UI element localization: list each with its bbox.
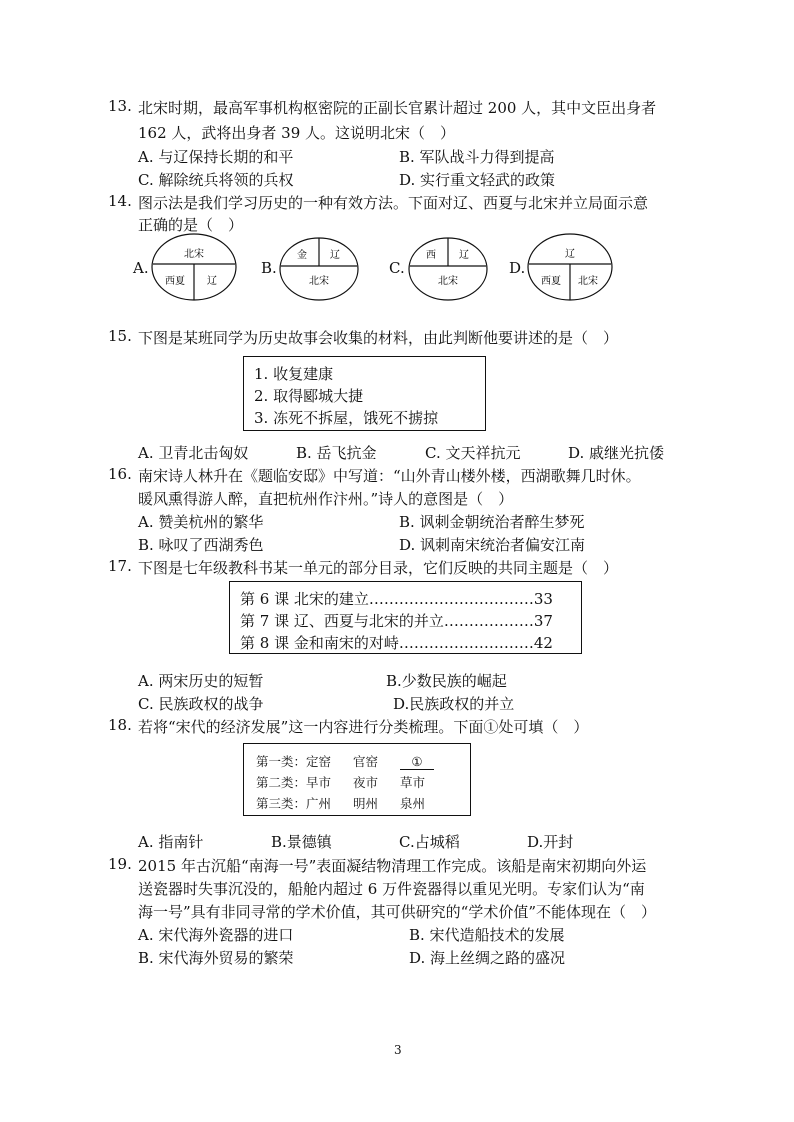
q17-toc-box — [229, 581, 582, 654]
q14-option-b-label[interactable]: B. — [261, 259, 277, 277]
q18-blank-1[interactable]: ① — [400, 754, 434, 770]
q14-option-d-label[interactable]: D. — [509, 259, 526, 277]
q15-option-c[interactable]: C. 文天祥抗元 — [425, 444, 521, 462]
q18-row2-b: 草市 — [399, 775, 425, 790]
q14-diagram-d[interactable] — [526, 232, 614, 302]
q14-diagram-b[interactable] — [278, 236, 360, 302]
q19-option-a[interactable]: A. 宋代海外瓷器的进口 — [138, 926, 294, 944]
q18-row-3 — [256, 794, 425, 812]
q18-number: 18. — [108, 716, 132, 734]
q14-a-left: 西夏 — [165, 276, 185, 287]
q18-row-1 — [256, 752, 434, 770]
q14-b-right: 辽 — [330, 250, 340, 261]
q17-toc-page-3: 42 — [533, 634, 553, 652]
q18-option-b[interactable]: B.景德镇 — [271, 833, 332, 851]
q19-option-c[interactable]: B. 宋代海外贸易的繁荣 — [138, 949, 294, 967]
q17-toc-text-1: 第 6 课 北宋的建立…………………………… — [240, 590, 534, 608]
q14-d-right: 北宋 — [578, 276, 598, 287]
q14-diagram-a[interactable] — [150, 232, 238, 302]
q15-number: 15. — [108, 327, 132, 345]
q15-option-d[interactable]: D. 戚继光抗倭 — [568, 444, 665, 462]
q14-diagram-c[interactable] — [407, 236, 489, 302]
q18-stem: 若将“宋代的经济发展”这一内容进行分类梳理。下面①处可填（ ） — [138, 718, 589, 736]
q14-option-c-label[interactable]: C. — [389, 259, 405, 277]
q16-option-b-second[interactable]: B. 咏叹了西湖秀色 — [138, 536, 264, 554]
q18-row1-label: 第一类：定窑 — [256, 754, 332, 769]
q14-a-right: 辽 — [207, 276, 217, 287]
q17-toc-page-2: 37 — [533, 612, 553, 630]
q18-row3-b: 泉州 — [399, 796, 425, 811]
q13-option-d[interactable]: D. 实行重文轻武的政策 — [399, 171, 556, 189]
q14-stem-line1: 图示法是我们学习历史的一种有效方法。下面对辽、西夏与北宋并立局面示意 — [138, 194, 649, 212]
q19-number: 19. — [108, 855, 132, 873]
q14-a-top: 北宋 — [184, 249, 204, 260]
q16-option-b-first[interactable]: B. 讽刺金朝统治者醉生梦死 — [399, 513, 585, 531]
q15-item-1: 1. 收复建康 — [254, 365, 334, 383]
q18-row2-a: 夜市 — [352, 775, 378, 790]
q17-toc-row-2 — [240, 610, 553, 631]
q17-toc-page-1: 33 — [533, 590, 553, 608]
q14-b-left: 金 — [297, 250, 307, 261]
q17-option-c[interactable]: C. 民族政权的战争 — [138, 695, 264, 713]
q18-row3-a: 明州 — [352, 796, 378, 811]
q18-option-c[interactable]: C.占城稻 — [399, 833, 460, 851]
q17-option-a[interactable]: A. 两宋历史的短暂 — [138, 672, 264, 690]
q18-row-2 — [256, 773, 425, 791]
q19-stem-line1: 2015 年古沉船“南海一号”表面凝结物清理工作完成。该船是南宋初期向外运 — [138, 857, 647, 875]
q17-number: 17. — [108, 557, 132, 575]
q14-c-bottom: 北宋 — [438, 276, 458, 287]
q14-c-left: 西 — [426, 250, 436, 261]
q14-c-right: 辽 — [459, 250, 469, 261]
q13-number: 13. — [108, 97, 132, 115]
q18-option-d[interactable]: D.开封 — [527, 833, 574, 851]
page-number: 3 — [394, 1043, 402, 1057]
q18-option-a[interactable]: A. 指南针 — [138, 833, 204, 851]
q18-row2-label: 第二类：早市 — [256, 775, 332, 790]
q16-number: 16. — [108, 465, 132, 483]
q18-row3-label: 第三类：广州 — [256, 796, 332, 811]
q19-option-b[interactable]: B. 宋代造船技术的发展 — [409, 926, 565, 944]
q19-stem-line3: 海一号”具有非同寻常的学术价值，其可供研究的“学术价值”不能体现在（ ） — [138, 903, 657, 921]
q15-option-b[interactable]: B. 岳飞抗金 — [296, 444, 377, 462]
q15-item-2: 2. 取得郾城大捷 — [254, 387, 364, 405]
q17-toc-text-2: 第 7 课 辽、西夏与北宋的并立……………… — [240, 612, 534, 630]
q15-item-3: 3. 冻死不拆屋，饿死不掳掠 — [254, 409, 439, 427]
q14-d-top: 辽 — [565, 249, 575, 260]
q16-stem-line1: 南宋诗人林升在《题临安邸》中写道：“山外青山楼外楼，西湖歌舞几时休。 — [138, 467, 641, 485]
q17-toc-text-3: 第 8 课 金和南宋的对峙……………………… — [240, 634, 534, 652]
q15-stem: 下图是某班同学为历史故事会收集的材料，由此判断他要讲述的是（ ） — [138, 329, 619, 347]
q16-option-a[interactable]: A. 赞美杭州的繁华 — [138, 513, 264, 531]
q18-category-box — [243, 743, 471, 816]
q16-option-d[interactable]: D. 讽刺南宋统治者偏安江南 — [399, 536, 586, 554]
q14-b-bottom: 北宋 — [309, 276, 329, 287]
q14-number: 14. — [108, 192, 132, 210]
q18-row1-a: 官窑 — [352, 754, 378, 769]
q19-stem-line2: 送瓷器时失事沉没的，船舱内超过 6 万件瓷器得以重见光明。专家们认为“南 — [138, 880, 645, 898]
q13-option-c[interactable]: C. 解除统兵将领的兵权 — [138, 171, 294, 189]
q17-option-b[interactable]: B.少数民族的崛起 — [386, 672, 507, 690]
q15-material-box — [243, 356, 486, 431]
q17-toc-row-1 — [240, 588, 553, 609]
q13-stem-line2: 162 人，武将出身者 39 人。这说明北宋（ ） — [138, 124, 456, 142]
q17-option-d[interactable]: D.民族政权的并立 — [393, 695, 515, 713]
q13-stem-line1: 北宋时期，最高军事机构枢密院的正副长官累计超过 200 人，其中文臣出身者 — [138, 99, 657, 117]
q16-stem-line2: 暖风熏得游人醉，直把杭州作汴州。”诗人的意图是（ ） — [138, 490, 514, 508]
q13-option-b[interactable]: B. 军队战斗力得到提高 — [399, 148, 555, 166]
q17-toc-row-3 — [240, 632, 553, 653]
q13-option-a[interactable]: A. 与辽保持长期的和平 — [138, 148, 294, 166]
q14-d-left: 西夏 — [541, 276, 561, 287]
q14-option-a-label[interactable]: A. — [133, 259, 149, 277]
q14-stem-line2: 正确的是（ ） — [138, 216, 244, 234]
q15-option-a[interactable]: A. 卫青北击匈奴 — [138, 444, 249, 462]
q19-option-d[interactable]: D. 海上丝绸之路的盛况 — [409, 949, 566, 967]
q17-stem: 下图是七年级教科书某一单元的部分目录，它们反映的共同主题是（ ） — [138, 559, 619, 577]
